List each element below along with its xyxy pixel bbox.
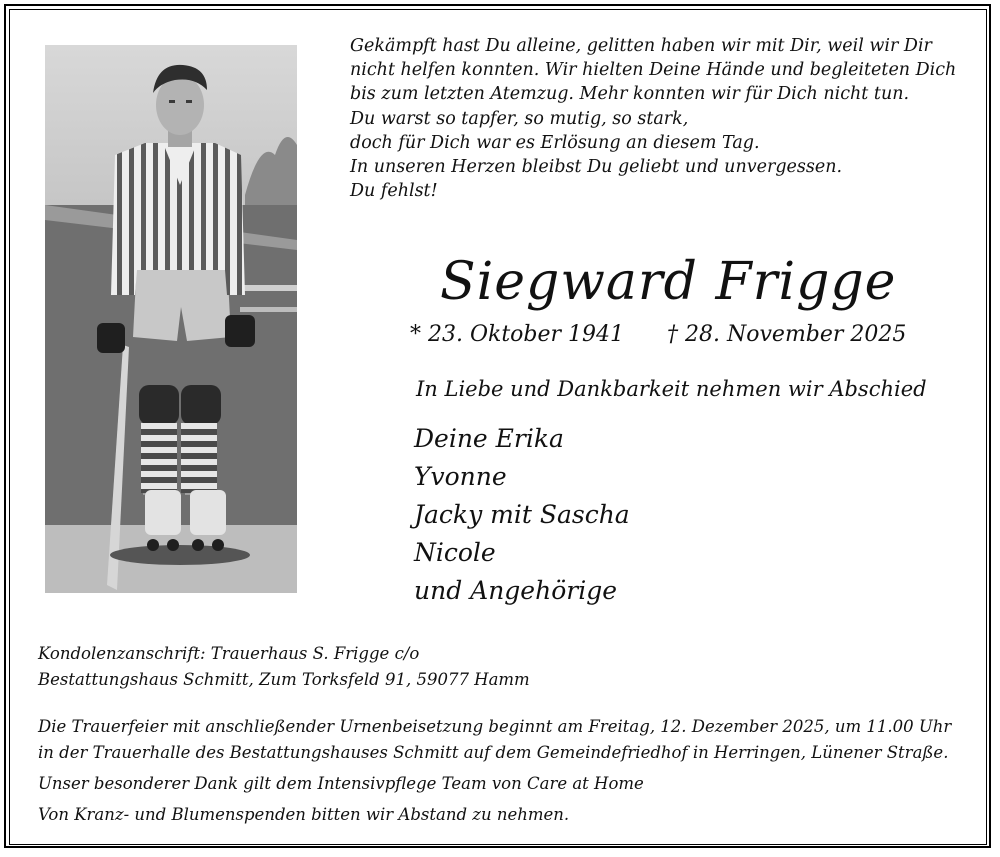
ceremony-notes bbox=[38, 714, 951, 828]
life-dates bbox=[410, 322, 906, 347]
mourner: Deine Erika bbox=[414, 424, 564, 453]
deceased-name: Siegward Frigge bbox=[440, 252, 897, 312]
condolence-line: Bestattungshaus Schmitt, Zum Torksfeld 91, 59077 Hamm bbox=[38, 670, 530, 689]
poem-line: doch für Dich war es Erlösung an diesem Tag. bbox=[350, 132, 760, 153]
birth-date: * 23. Oktober 1941 bbox=[410, 322, 625, 347]
ceremony-line: in der Trauerhalle des Bestattungshauses Schmitt auf dem Gemeindefriedhof in Herringen, Lünener Straße. bbox=[38, 743, 949, 762]
farewell-text: In Liebe und Dankbarkeit nehmen wir Abschied bbox=[416, 377, 927, 401]
portrait-photo bbox=[45, 45, 297, 593]
condolence-address bbox=[38, 641, 530, 693]
poem-line: nicht helfen konnten. Wir hielten Deine Hände und begleiteten Dich bbox=[350, 60, 957, 81]
ceremony-line: Die Trauerfeier mit anschließender Urnenbeisetzung beginnt am Freitag, 12. Dezember 2025, um 11.00 Uhr bbox=[38, 717, 952, 736]
mourner: Yvonne bbox=[414, 462, 507, 491]
poem-line: Du warst so tapfer, so mutig, so stark, bbox=[350, 108, 689, 129]
poem-line: In unseren Herzen bleibst Du geliebt und unvergessen. bbox=[350, 157, 843, 178]
poem-line: bis zum letzten Atemzug. Mehr konnten wir für Dich nicht tun. bbox=[350, 84, 910, 105]
poem-line: Gekämpft hast Du alleine, gelitten haben wir mit Dir, weil wir Dir bbox=[350, 36, 932, 56]
poem bbox=[350, 34, 956, 203]
flowers-line: Von Kranz- und Blumenspenden bitten wir Abstand zu nehmen. bbox=[38, 805, 570, 824]
mourners-list bbox=[414, 420, 630, 610]
condolence-line: Kondolenzanschrift: Trauerhaus S. Frigge c/o bbox=[38, 644, 420, 663]
poem-line: Du fehlst! bbox=[350, 181, 438, 202]
death-date: † 28. November 2025 bbox=[667, 322, 907, 347]
thanks-line: Unser besonderer Dank gilt dem Intensivpflege Team von Care at Home bbox=[38, 774, 644, 793]
mourner: und Angehörige bbox=[414, 576, 618, 605]
mourner: Nicole bbox=[414, 538, 496, 567]
mourner: Jacky mit Sascha bbox=[414, 500, 630, 529]
